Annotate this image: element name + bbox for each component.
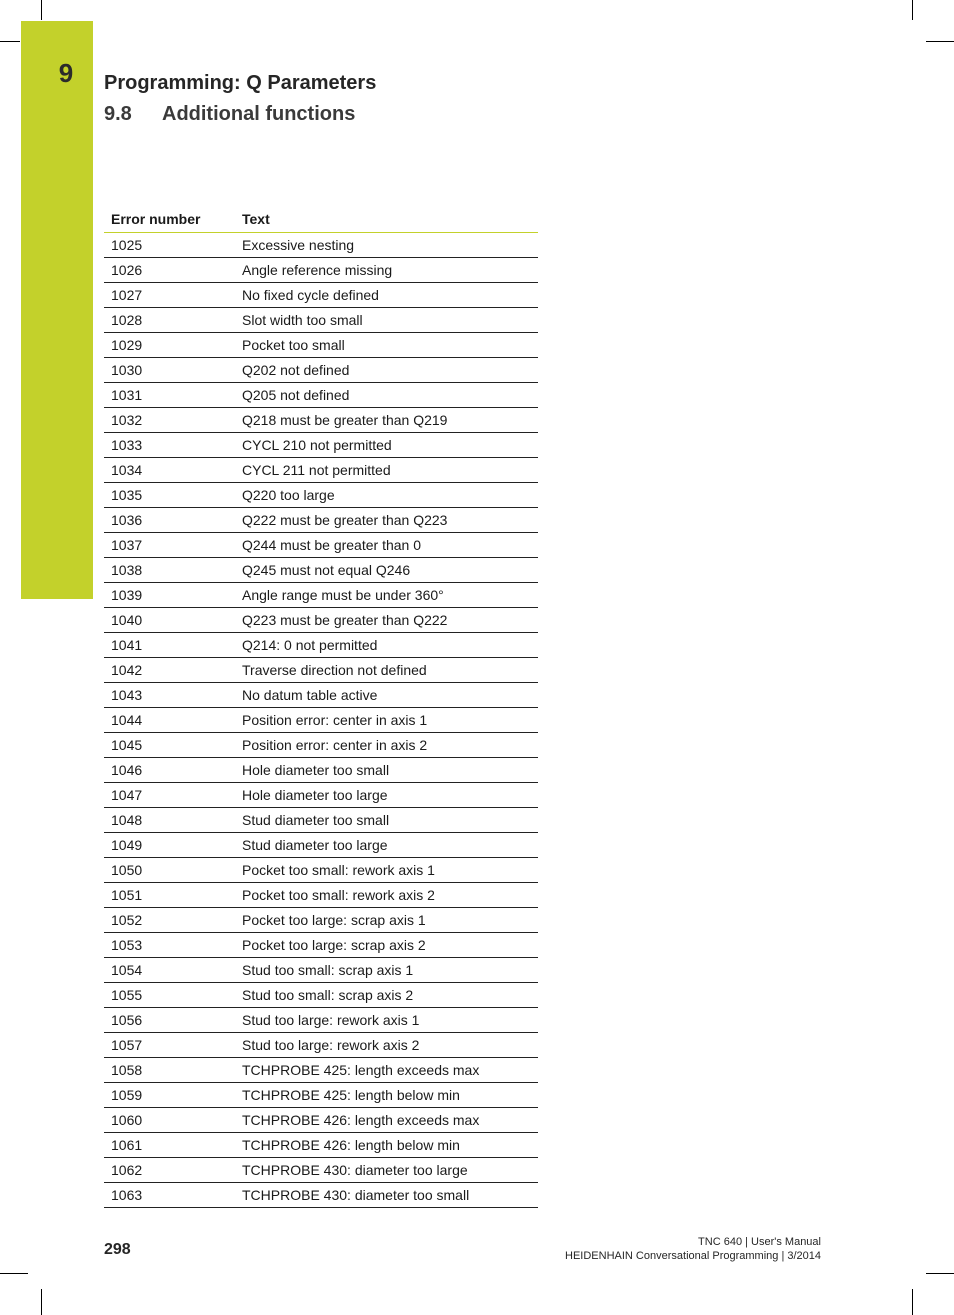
error-number-cell: 1041 xyxy=(104,633,235,658)
error-text-cell: Stud too large: rework axis 1 xyxy=(235,1008,538,1033)
error-text-cell: Pocket too small: rework axis 2 xyxy=(235,883,538,908)
error-number-cell: 1056 xyxy=(104,1008,235,1033)
error-text-cell: Q223 must be greater than Q222 xyxy=(235,608,538,633)
table-row xyxy=(104,833,538,858)
error-number-cell: 1034 xyxy=(104,458,235,483)
error-number-cell: 1062 xyxy=(104,1158,235,1183)
error-text-cell: Hole diameter too small xyxy=(235,758,538,783)
table-row xyxy=(104,408,538,433)
table-row xyxy=(104,983,538,1008)
error-number-cell: 1036 xyxy=(104,508,235,533)
chapter-band xyxy=(21,21,93,599)
crop-mark xyxy=(41,0,42,20)
error-number-cell: 1057 xyxy=(104,1033,235,1058)
error-text-cell: Traverse direction not defined xyxy=(235,658,538,683)
error-number-cell: 1058 xyxy=(104,1058,235,1083)
error-text-cell: TCHPROBE 426: length below min xyxy=(235,1133,538,1158)
error-text-cell: Q202 not defined xyxy=(235,358,538,383)
table-row xyxy=(104,1008,538,1033)
error-text-cell: Stud diameter too small xyxy=(235,808,538,833)
crop-mark xyxy=(0,41,20,42)
error-text-cell: Q245 must not equal Q246 xyxy=(235,558,538,583)
error-number-cell: 1043 xyxy=(104,683,235,708)
error-text-cell: Pocket too large: scrap axis 2 xyxy=(235,933,538,958)
table-row xyxy=(104,608,538,633)
error-number-cell: 1049 xyxy=(104,833,235,858)
error-text-cell: Slot width too small xyxy=(235,308,538,333)
error-text-cell: Stud diameter too large xyxy=(235,833,538,858)
error-text-cell: Q220 too large xyxy=(235,483,538,508)
error-text-cell: Pocket too small: rework axis 1 xyxy=(235,858,538,883)
table-row xyxy=(104,808,538,833)
section-heading xyxy=(104,103,355,126)
error-text-cell: Q218 must be greater than Q219 xyxy=(235,408,538,433)
section-number: 9.8 xyxy=(104,103,132,125)
crop-mark xyxy=(0,1273,28,1274)
error-number-cell: 1035 xyxy=(104,483,235,508)
error-text-cell: TCHPROBE 425: length exceeds max xyxy=(235,1058,538,1083)
table-row xyxy=(104,358,538,383)
error-text-cell: Stud too small: scrap axis 1 xyxy=(235,958,538,983)
error-number-cell: 1063 xyxy=(104,1183,235,1208)
table-row xyxy=(104,483,538,508)
error-text-cell: No datum table active xyxy=(235,683,538,708)
error-text-cell: Excessive nesting xyxy=(235,233,538,258)
error-number-cell: 1053 xyxy=(104,933,235,958)
error-text-cell: CYCL 210 not permitted xyxy=(235,433,538,458)
crop-mark xyxy=(912,1289,913,1315)
chapter-number: 9 xyxy=(58,58,74,88)
error-number-cell: 1037 xyxy=(104,533,235,558)
table-row xyxy=(104,508,538,533)
error-number-cell: 1028 xyxy=(104,308,235,333)
error-number-cell: 1030 xyxy=(104,358,235,383)
table-row xyxy=(104,933,538,958)
crop-mark xyxy=(926,41,954,42)
footer xyxy=(565,1235,821,1263)
error-number-cell: 1033 xyxy=(104,433,235,458)
table-row xyxy=(104,283,538,308)
table-row xyxy=(104,458,538,483)
table-row xyxy=(104,633,538,658)
table-row xyxy=(104,558,538,583)
table-row xyxy=(104,1033,538,1058)
page-number: 298 xyxy=(104,1241,131,1258)
error-text-cell: Q244 must be greater than 0 xyxy=(235,533,538,558)
column-header-error-number: Error number xyxy=(104,206,235,233)
error-text-cell: Q214: 0 not permitted xyxy=(235,633,538,658)
error-text-cell: TCHPROBE 430: diameter too large xyxy=(235,1158,538,1183)
error-number-cell: 1048 xyxy=(104,808,235,833)
table-row xyxy=(104,683,538,708)
table-row xyxy=(104,233,538,258)
chapter-title: Programming: Q Parameters xyxy=(104,72,377,94)
table-row xyxy=(104,383,538,408)
error-number-cell: 1059 xyxy=(104,1083,235,1108)
error-table xyxy=(104,206,538,1208)
error-number-cell: 1051 xyxy=(104,883,235,908)
error-number-cell: 1025 xyxy=(104,233,235,258)
table-row xyxy=(104,433,538,458)
table-row xyxy=(104,783,538,808)
table-row xyxy=(104,883,538,908)
error-number-cell: 1039 xyxy=(104,583,235,608)
table-row xyxy=(104,908,538,933)
error-text-cell: Pocket too large: scrap axis 1 xyxy=(235,908,538,933)
error-text-cell: Q222 must be greater than Q223 xyxy=(235,508,538,533)
error-number-cell: 1046 xyxy=(104,758,235,783)
table-row xyxy=(104,1133,538,1158)
column-header-text: Text xyxy=(235,206,538,233)
error-text-cell: TCHPROBE 425: length below min xyxy=(235,1083,538,1108)
table-row xyxy=(104,758,538,783)
table-row xyxy=(104,1108,538,1133)
error-number-cell: 1031 xyxy=(104,383,235,408)
table-row xyxy=(104,1083,538,1108)
table-row xyxy=(104,658,538,683)
table-row xyxy=(104,258,538,283)
error-number-cell: 1060 xyxy=(104,1108,235,1133)
table-row xyxy=(104,1158,538,1183)
table-row xyxy=(104,733,538,758)
error-number-cell: 1032 xyxy=(104,408,235,433)
error-text-cell: Q205 not defined xyxy=(235,383,538,408)
error-text-cell: Hole diameter too large xyxy=(235,783,538,808)
table-row xyxy=(104,1058,538,1083)
table-row xyxy=(104,958,538,983)
crop-mark xyxy=(912,0,913,20)
table-body xyxy=(104,233,538,1208)
error-number-cell: 1044 xyxy=(104,708,235,733)
error-text-cell: TCHPROBE 426: length exceeds max xyxy=(235,1108,538,1133)
error-number-cell: 1042 xyxy=(104,658,235,683)
table-row xyxy=(104,583,538,608)
error-text-cell: TCHPROBE 430: diameter too small xyxy=(235,1183,538,1208)
table-header-row xyxy=(104,206,538,233)
error-number-cell: 1026 xyxy=(104,258,235,283)
table-row xyxy=(104,708,538,733)
error-number-cell: 1040 xyxy=(104,608,235,633)
error-text-cell: Position error: center in axis 2 xyxy=(235,733,538,758)
section-title: Additional functions xyxy=(162,103,356,125)
error-text-cell: Position error: center in axis 1 xyxy=(235,708,538,733)
table-row xyxy=(104,333,538,358)
error-number-cell: 1029 xyxy=(104,333,235,358)
table-row xyxy=(104,858,538,883)
error-number-cell: 1045 xyxy=(104,733,235,758)
footer-line-2: HEIDENHAIN Conversational Programming | 3/2014 xyxy=(565,1250,821,1262)
error-text-cell: Stud too small: scrap axis 2 xyxy=(235,983,538,1008)
error-number-cell: 1054 xyxy=(104,958,235,983)
crop-mark xyxy=(926,1273,954,1274)
error-number-cell: 1038 xyxy=(104,558,235,583)
footer-line-1: TNC 640 | User's Manual xyxy=(698,1236,821,1248)
error-number-cell: 1050 xyxy=(104,858,235,883)
table-row xyxy=(104,308,538,333)
table-row xyxy=(104,1183,538,1208)
error-number-cell: 1047 xyxy=(104,783,235,808)
crop-mark xyxy=(41,1289,42,1315)
error-text-cell: No fixed cycle defined xyxy=(235,283,538,308)
error-number-cell: 1027 xyxy=(104,283,235,308)
error-number-cell: 1061 xyxy=(104,1133,235,1158)
error-number-cell: 1055 xyxy=(104,983,235,1008)
error-text-cell: Angle reference missing xyxy=(235,258,538,283)
error-text-cell: CYCL 211 not permitted xyxy=(235,458,538,483)
error-text-cell: Angle range must be under 360° xyxy=(235,583,538,608)
error-number-cell: 1052 xyxy=(104,908,235,933)
table-row xyxy=(104,533,538,558)
error-text-cell: Pocket too small xyxy=(235,333,538,358)
error-text-cell: Stud too large: rework axis 2 xyxy=(235,1033,538,1058)
